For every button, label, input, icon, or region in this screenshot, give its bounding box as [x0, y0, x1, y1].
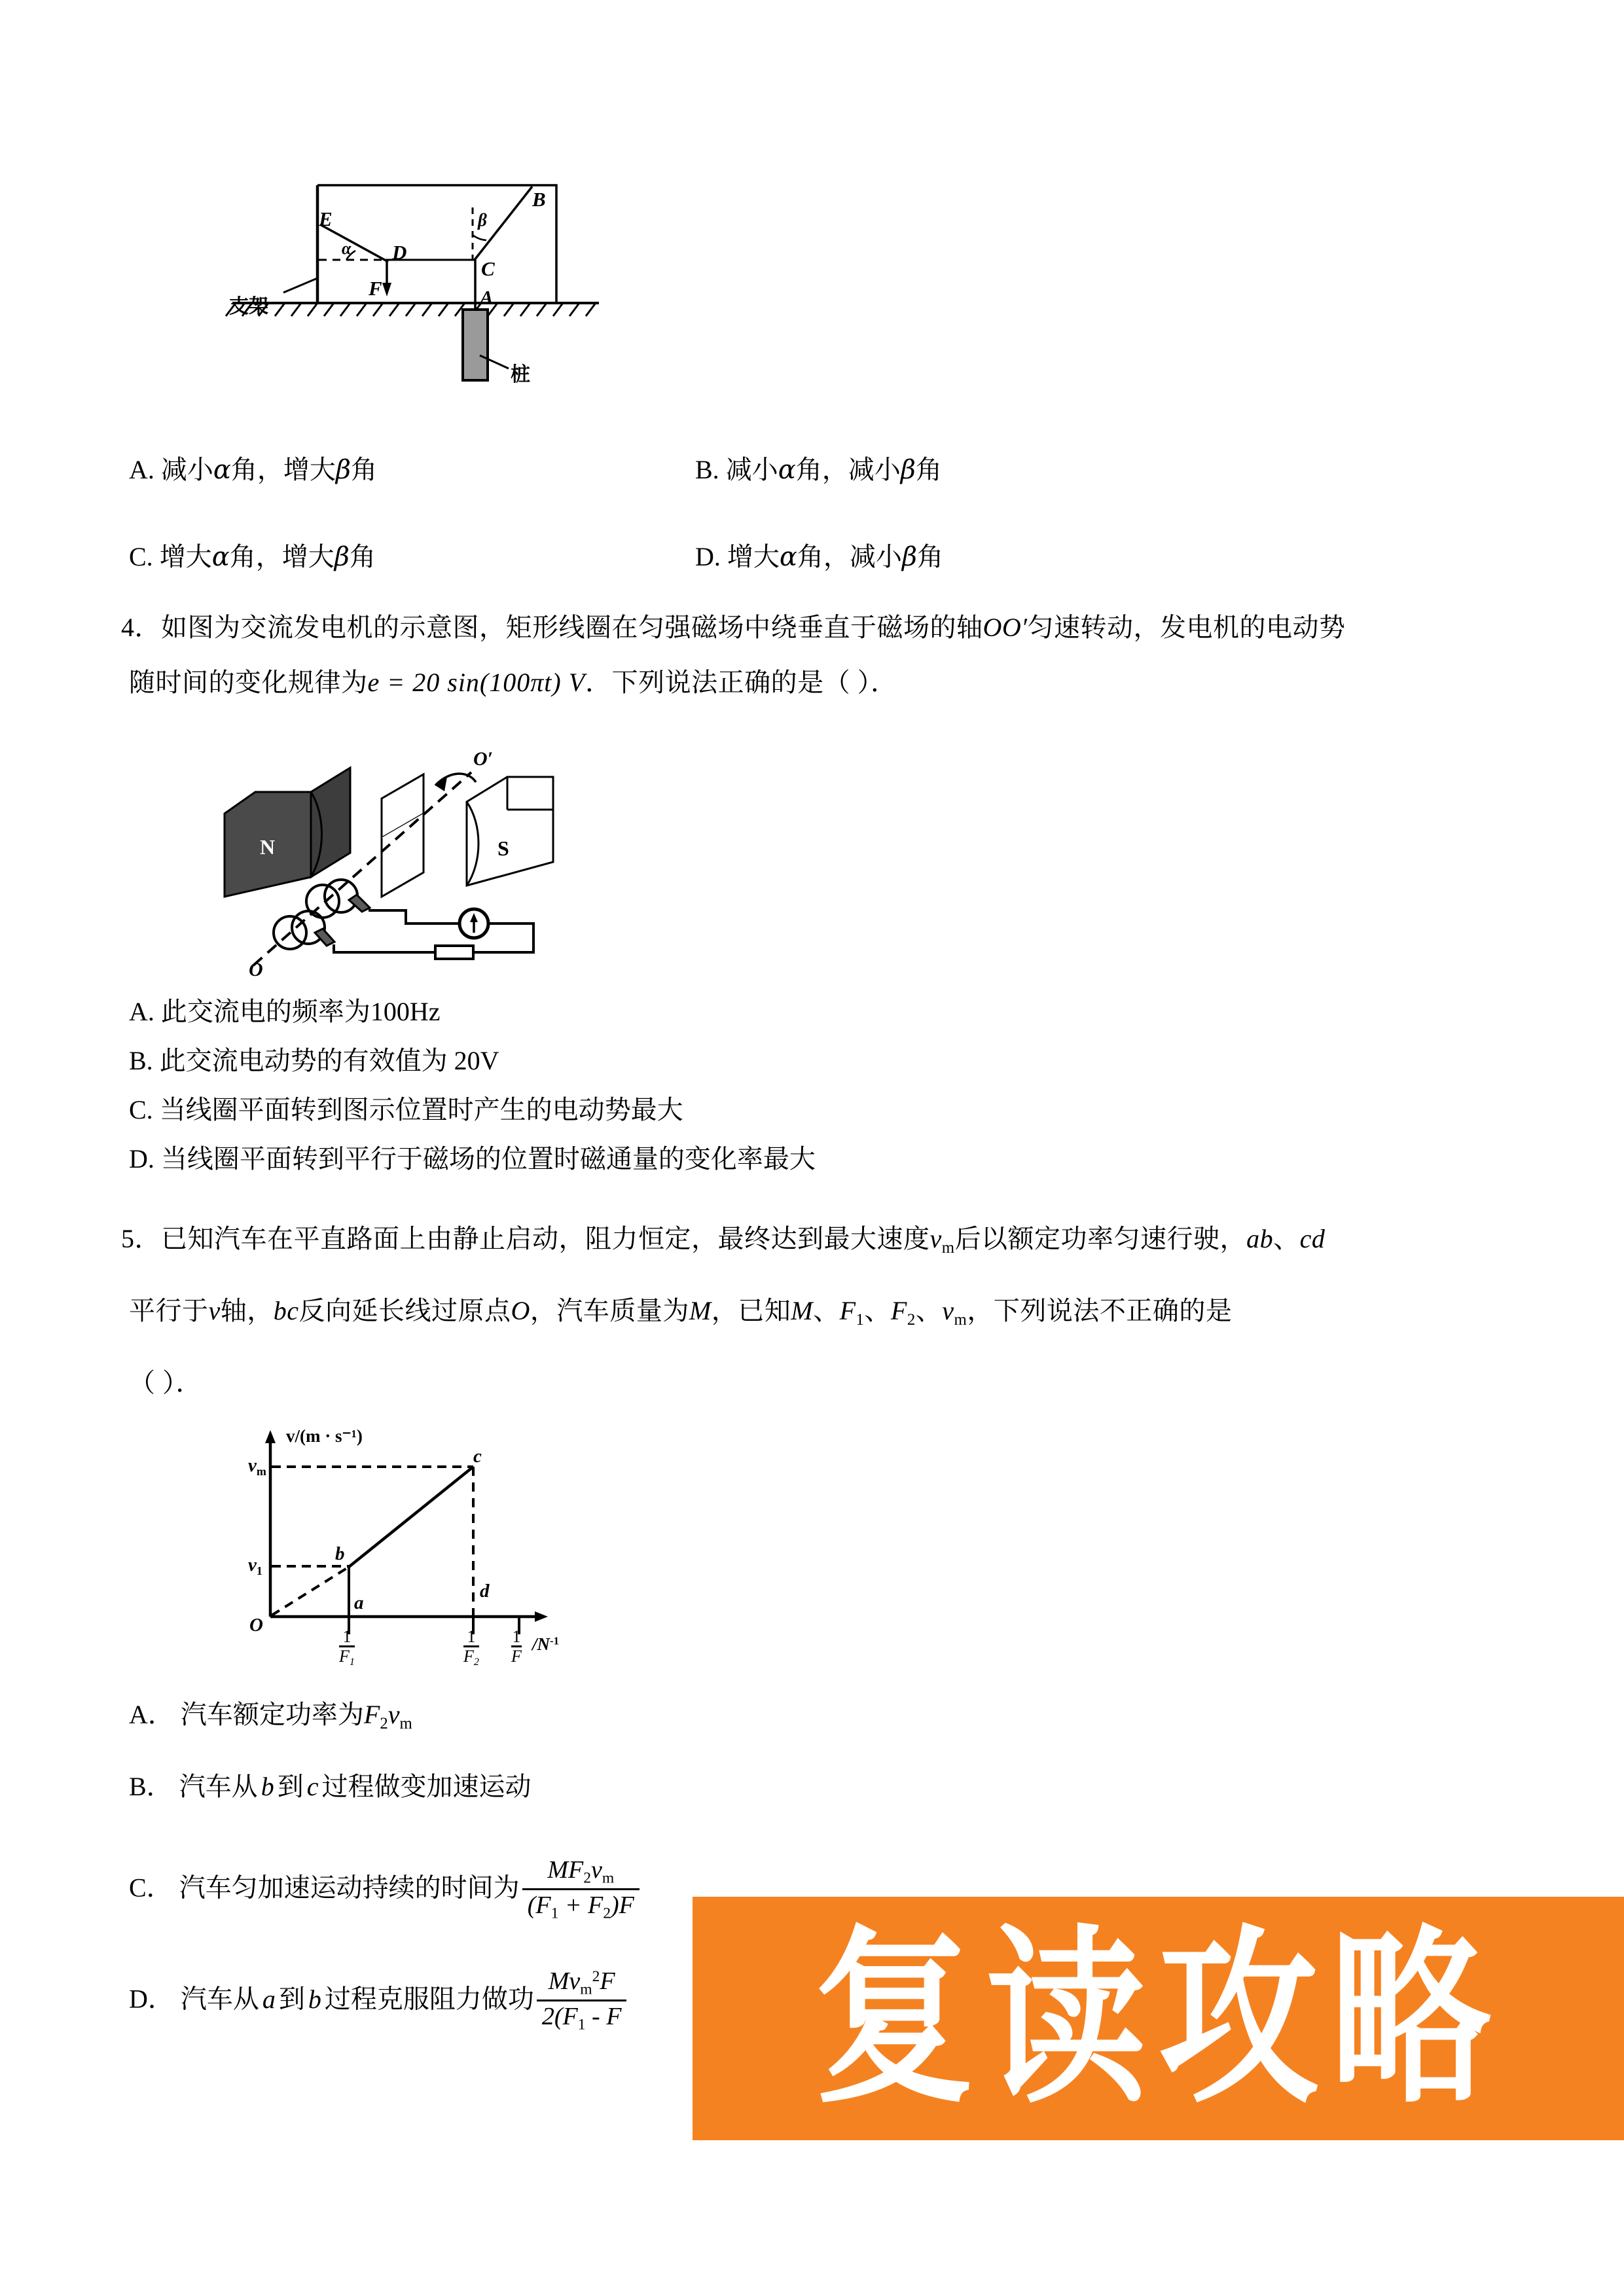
q5-stem-line1 — [121, 1219, 1325, 1261]
q5-stem-h: 、 — [813, 1296, 840, 1325]
q5-known-F2: F — [890, 1296, 907, 1325]
q5-stem-g: ，已知 — [711, 1296, 791, 1325]
q5-option-a-v: v — [388, 1700, 400, 1729]
y-tick-v1: $v_1$ — [248, 1554, 262, 1577]
q4-option-c-key: C. — [129, 1095, 153, 1124]
label-pile: 桩 — [511, 364, 530, 386]
x-tick-1-over-F2: 1 F2 — [463, 1627, 479, 1668]
pile-driver-svg — [206, 147, 664, 425]
q5-vm-var: v — [929, 1224, 942, 1253]
q5-option-b-c: c — [306, 1772, 319, 1801]
q3-option-a-v1: α — [213, 455, 231, 485]
x-axis-unit-label: $/N^{-1}$ — [532, 1634, 559, 1654]
q3-option-a-key: A. — [129, 455, 154, 484]
watermark-banner — [693, 1897, 1624, 2140]
q4-option-d[interactable] — [129, 1141, 816, 1177]
q3-option-b-t2: 角，减小 — [795, 455, 901, 484]
q3-option-a-t2: 角，增大 — [230, 455, 336, 484]
q4-stem-a: 如图为交流发电机的示意图，矩形线圈在匀强磁场中绕垂直于磁场的轴 — [161, 613, 983, 642]
svg-text:S: S — [497, 836, 509, 860]
q3-option-d-v2: β — [901, 542, 918, 572]
q5-known-vm: v — [942, 1296, 954, 1325]
q3-option-d-key: D. — [695, 542, 721, 571]
q3-option-c[interactable] — [129, 539, 376, 575]
q5-number: 5． — [121, 1224, 161, 1253]
q3-option-d-v1: α — [779, 542, 797, 572]
q5-option-a-Fsub: 2 — [380, 1714, 388, 1732]
q5-stem-sep: 、 — [1273, 1224, 1300, 1253]
label-alpha: α — [342, 239, 352, 258]
q4-stem-line1 — [121, 607, 1346, 648]
q5-option-b-key: B． — [129, 1772, 173, 1801]
q5-stem-line2 — [129, 1291, 1232, 1333]
q5-stem-k: ，下列说法不正确的是 — [967, 1296, 1233, 1325]
y-tick-vm: $v_m$ — [248, 1455, 266, 1478]
watermark-text: 复读攻略 — [814, 1908, 1503, 2129]
q5-option-d-key: D． — [129, 1984, 174, 2014]
q5-stem-line3: （ ）． — [129, 1368, 202, 1397]
q5-option-d-fraction — [537, 1967, 627, 2034]
q4-option-b-key: B. — [129, 1046, 153, 1075]
x-tick-1-over-F: 1 F — [511, 1627, 522, 1666]
q5-seg-ab: ab — [1246, 1224, 1274, 1253]
q4-option-c[interactable] — [129, 1092, 683, 1128]
q5-v-axis: v — [208, 1296, 221, 1325]
q5-option-b-b: b — [261, 1772, 274, 1801]
q5-mass-M: M — [689, 1296, 712, 1325]
q4-stem-d: ．下列说法正确的是（ ）． — [585, 668, 897, 697]
q4-axis-label: OO′ — [983, 613, 1028, 642]
svg-text:N: N — [260, 835, 276, 859]
q5-option-c-text: 汽车匀加速运动持续的时间为 — [179, 1873, 520, 1903]
q4-option-a-text: 此交流电的频率为100Hz — [160, 997, 441, 1026]
q5-origin-O: O — [511, 1296, 530, 1325]
label-bracket: 支架 — [229, 296, 268, 317]
q4-option-b[interactable] — [129, 1043, 499, 1079]
q4-option-d-key: D. — [129, 1144, 154, 1174]
label-O-prime: O′ — [473, 748, 494, 770]
q5-known-F1-sub: 1 — [856, 1310, 865, 1329]
q5-stem-i: 、 — [864, 1296, 891, 1325]
point-b-label: b — [335, 1543, 345, 1564]
q5-option-d-a: a — [262, 1984, 276, 2014]
q3-option-c-t1: 增大 — [159, 542, 212, 571]
q5-stem-a: 已知汽车在平直路面上由静止启动，阻力恒定，最终达到最大速度 — [161, 1224, 930, 1253]
q5-option-b[interactable] — [129, 1768, 531, 1805]
q5-option-d-t1: 汽车从 — [180, 1984, 259, 2014]
label-F: F — [369, 277, 382, 300]
q4-stem-b: 匀速转动，发电机的电动势 — [1027, 613, 1346, 642]
q4-option-b-text: 此交流电动势的有效值为 20V — [159, 1046, 499, 1075]
q3-option-c-t3: 角 — [349, 542, 376, 571]
velocity-force-graph — [245, 1424, 599, 1668]
label-D: D — [392, 241, 407, 264]
q5-option-b-t1: 汽车从 — [179, 1772, 258, 1801]
ac-generator-svg — [219, 736, 638, 978]
q3-option-d[interactable] — [695, 539, 943, 575]
q5-stem-e: 反向延长线过原点 — [298, 1296, 511, 1325]
q5-option-b-t2: 到 — [277, 1772, 304, 1801]
q5-option-d-numerator: $Mv_m^2F$ — [548, 1967, 615, 1998]
q5-option-c-numerator: $MF_2v_m$ — [547, 1856, 615, 1887]
label-E: E — [319, 207, 333, 230]
x-tick-1-over-F1: 1 F1 — [339, 1627, 355, 1668]
label-C: C — [481, 257, 495, 280]
q5-option-c-denominator: $(F_1 + F_2)F$ — [522, 1888, 640, 1922]
q5-seg-cd: cd — [1299, 1224, 1326, 1253]
label-B: B — [532, 188, 546, 211]
q5-option-a-key: A． — [129, 1700, 174, 1729]
q3-option-b-t3: 角 — [915, 455, 942, 484]
q5-stem-j: 、 — [915, 1296, 943, 1325]
q5-stem-b: 后以额定功率匀速行驶， — [954, 1224, 1247, 1253]
label-O: O — [249, 959, 263, 980]
q3-option-a-v2: β — [335, 455, 352, 485]
q5-option-d-t2: 到 — [278, 1984, 305, 2014]
q4-option-c-text: 当线圈平面转到图示位置时产生的电动势最大 — [159, 1095, 683, 1124]
point-c-label: c — [473, 1446, 482, 1467]
label-A: A — [480, 286, 494, 309]
q4-stem-line2 — [129, 662, 897, 703]
q3-option-a[interactable] — [129, 452, 377, 488]
q4-number: 4． — [121, 613, 161, 642]
q5-option-d-t3: 过程克服阻力做功 — [324, 1984, 534, 2014]
q5-option-d-b: b — [308, 1984, 321, 2014]
q5-stem-c: 平行于 — [129, 1296, 209, 1325]
q4-option-a-key: A. — [129, 997, 154, 1026]
q5-option-a[interactable] — [129, 1696, 412, 1736]
q3-option-b-t1: 减小 — [725, 455, 778, 484]
q5-known-vm-sub: m — [954, 1310, 967, 1329]
q3-option-b-v2: β — [900, 455, 916, 485]
q5-known-F2-sub: 2 — [907, 1310, 916, 1329]
q5-vm-sub: m — [941, 1238, 955, 1257]
q3-option-c-v2: β — [334, 542, 350, 572]
q5-known-F1: F — [839, 1296, 856, 1325]
q4-option-d-text: 当线圈平面转到平行于磁场的位置时磁通量的变化率最大 — [160, 1144, 816, 1174]
label-beta: β — [478, 210, 487, 230]
q3-option-d-t3: 角 — [917, 542, 944, 571]
q3-option-b-key: B. — [695, 455, 719, 484]
q5-known-M: M — [791, 1296, 814, 1325]
q5-option-a-F: F — [363, 1700, 380, 1729]
q4-emf-formula: e = 20 sin(100πt) V — [367, 668, 586, 697]
point-a-label: a — [354, 1592, 364, 1613]
q4-option-a[interactable] — [129, 994, 441, 1030]
q3-option-c-key: C. — [129, 542, 153, 571]
q3-option-b-v1: α — [778, 455, 796, 485]
q5-option-d-denominator: $2(F_1$ - F — [537, 2000, 627, 2034]
q5-option-c-key: C． — [129, 1873, 173, 1903]
origin-label: O — [249, 1615, 263, 1636]
q5-option-c-fraction — [522, 1856, 640, 1922]
point-d-label: d — [480, 1581, 490, 1602]
q5-option-d[interactable] — [129, 1969, 629, 2035]
q5-option-b-t3: 过程做变加速运动 — [321, 1772, 532, 1801]
q3-option-a-t3: 角 — [351, 455, 378, 484]
q5-stem-f: ，汽车质量为 — [530, 1296, 689, 1325]
q3-option-c-t2: 角，增大 — [229, 542, 334, 571]
velocity-force-graph-svg — [245, 1424, 599, 1653]
q3-option-c-v1: α — [211, 542, 230, 572]
y-axis-label: v/(m · s⁻¹) — [286, 1426, 363, 1446]
q5-option-a-vsub: m — [399, 1714, 412, 1732]
q3-option-d-t2: 角，减小 — [797, 542, 902, 571]
pile-driver-figure — [206, 147, 664, 425]
q5-option-c[interactable] — [129, 1857, 642, 1924]
q3-option-d-t1: 增大 — [727, 542, 780, 571]
q5-stem-d: 轴， — [220, 1296, 274, 1325]
q4-stem-c: 随时间的变化规律为 — [129, 668, 368, 697]
ac-generator-figure — [219, 736, 638, 978]
q5-seg-bc: bc — [273, 1296, 299, 1325]
q3-option-b[interactable] — [695, 452, 942, 488]
q5-option-a-text: 汽车额定功率为 — [180, 1700, 364, 1729]
q3-option-a-t1: 减小 — [160, 455, 213, 484]
